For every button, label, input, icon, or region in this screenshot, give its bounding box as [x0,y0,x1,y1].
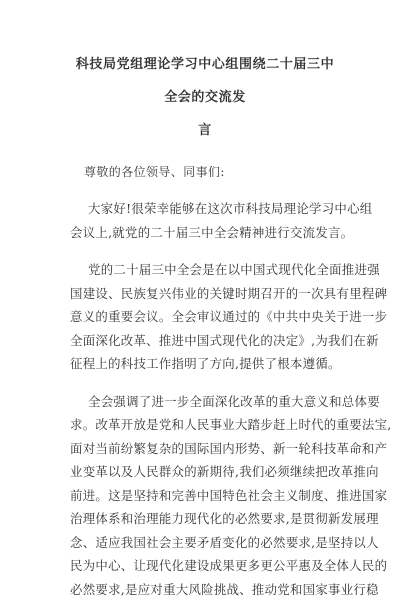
paragraph-opening [70,197,340,244]
text-line: 全面深化改革、推进中国式现代化的决定》,为我们在新 [70,329,340,353]
text-line: 念、适应我国社会主要矛盾变化的必然要求,是坚持以人 [70,531,340,555]
salutation: 尊敬的各位领导、同事们: [70,161,340,183]
text-line: 面对当前纷繁复杂的国际国内形势、新一轮科技革命和产 [70,437,340,461]
text-line: 全会强调了进一步全面深化改革的重大意义和总体要 [70,390,340,414]
text-line: 治理体系和治理能力现代化的必然要求,是贯彻新发展理 [70,507,340,531]
text-line: 意义的重要会议。全会审议通过的《中共中央关于进一步 [70,305,340,329]
text-line: 求。改革开放是党和人民事业大踏步赶上时代的重要法宝, [70,413,340,437]
text-line: 会议上,就党的二十届三中全会精神进行交流发言。 [70,221,340,245]
title-line-1: 科技局党组理论学习中心组围绕二十届三中全会的交流发 [76,57,334,105]
text-line: 必然要求,是应对重大风险挑战、推动党和国家事业行稳 [70,578,340,601]
text-line: 党的二十届三中全会是在以中国式现代化全面推进强 [70,258,340,282]
text-line: 前进。这是坚持和完善中国特色社会主义制度、推进国家 [70,484,340,508]
text-line: 民为中心、让现代化建设成果更多更公平惠及全体人民的 [70,554,340,578]
text-line: 国建设、民族复兴伟业的关键时期召开的一次具有里程碑 [70,282,340,306]
document-title [70,48,340,147]
text-line: 大家好!很荣幸能够在这次市科技局理论学习中心组 [70,197,340,221]
text-line: 征程上的科技工作指明了方向,提供了根本遵循。 [70,352,340,376]
paragraph-plenum-significance [70,258,340,376]
title-line-2: 言 [198,123,212,138]
paragraph-reform-requirements [70,390,340,601]
text-line: 业变革以及人民群众的新期待,我们必须继续把改革推向 [70,460,340,484]
